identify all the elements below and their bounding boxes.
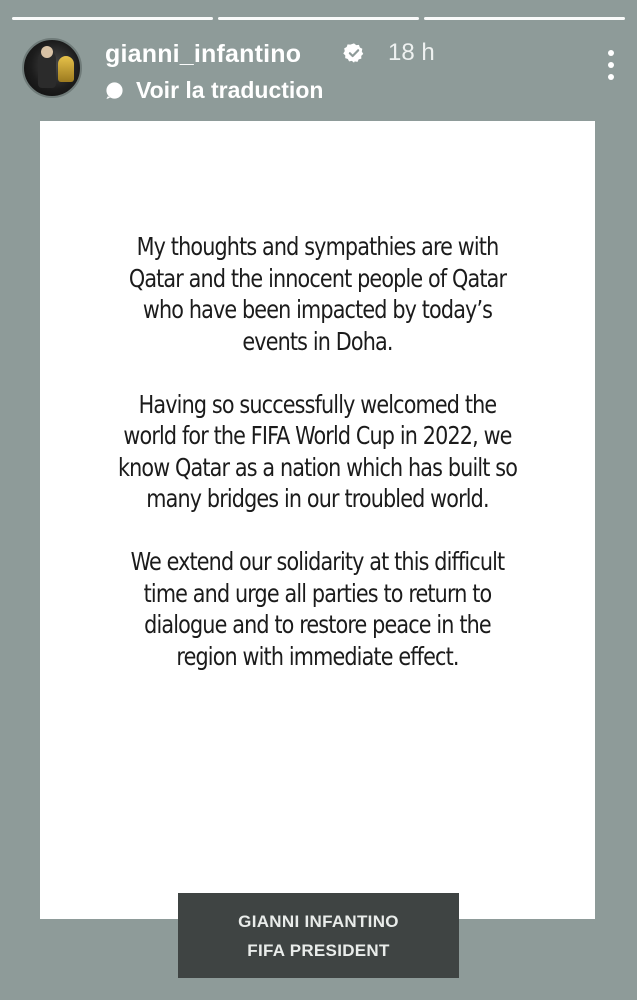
more-vertical-icon[interactable] <box>607 50 615 80</box>
story-progress-segment-3 <box>424 17 625 20</box>
story-time: 18 h <box>388 39 435 66</box>
story-progress-segment-1 <box>12 17 213 20</box>
avatar-head <box>41 46 53 58</box>
avatar-trophy <box>58 56 74 82</box>
signature-name: GIANNI INFANTINO <box>238 911 399 931</box>
verified-badge-icon <box>343 42 365 64</box>
statement-paragraph-3: We extend our solidarity at this difficult time and urge all parties to return to dialogue and to restore peace in the region with immediate effect. <box>130 547 505 671</box>
translate-label: Voir la traduction <box>136 77 324 103</box>
statement-card <box>40 121 595 919</box>
translate-bubble-icon <box>105 81 124 100</box>
signature-title: FIFA PRESIDENT <box>247 940 390 960</box>
story-header <box>22 38 615 102</box>
more-dot <box>608 62 614 68</box>
statement-paragraph-2: Having so successfully welcomed the world for the FIFA World Cup in 2022, we know Qatar as a nation which has built so many bridges in our troubled world. <box>117 389 518 513</box>
statement-paragraph-1: My thoughts and sympathies are with Qatar and the innocent people of Qatar who have been impacted by today’s events in Doha. <box>128 232 507 356</box>
story-progress-bar <box>12 17 625 20</box>
story-progress-segment-2 <box>218 17 419 20</box>
translate-button[interactable] <box>105 77 323 104</box>
more-dot <box>608 50 614 56</box>
signature-box <box>178 893 459 978</box>
username[interactable]: gianni_infantino <box>105 40 302 68</box>
profile-avatar[interactable] <box>22 38 82 98</box>
statement-text <box>57 231 579 704</box>
more-dot <box>608 74 614 80</box>
